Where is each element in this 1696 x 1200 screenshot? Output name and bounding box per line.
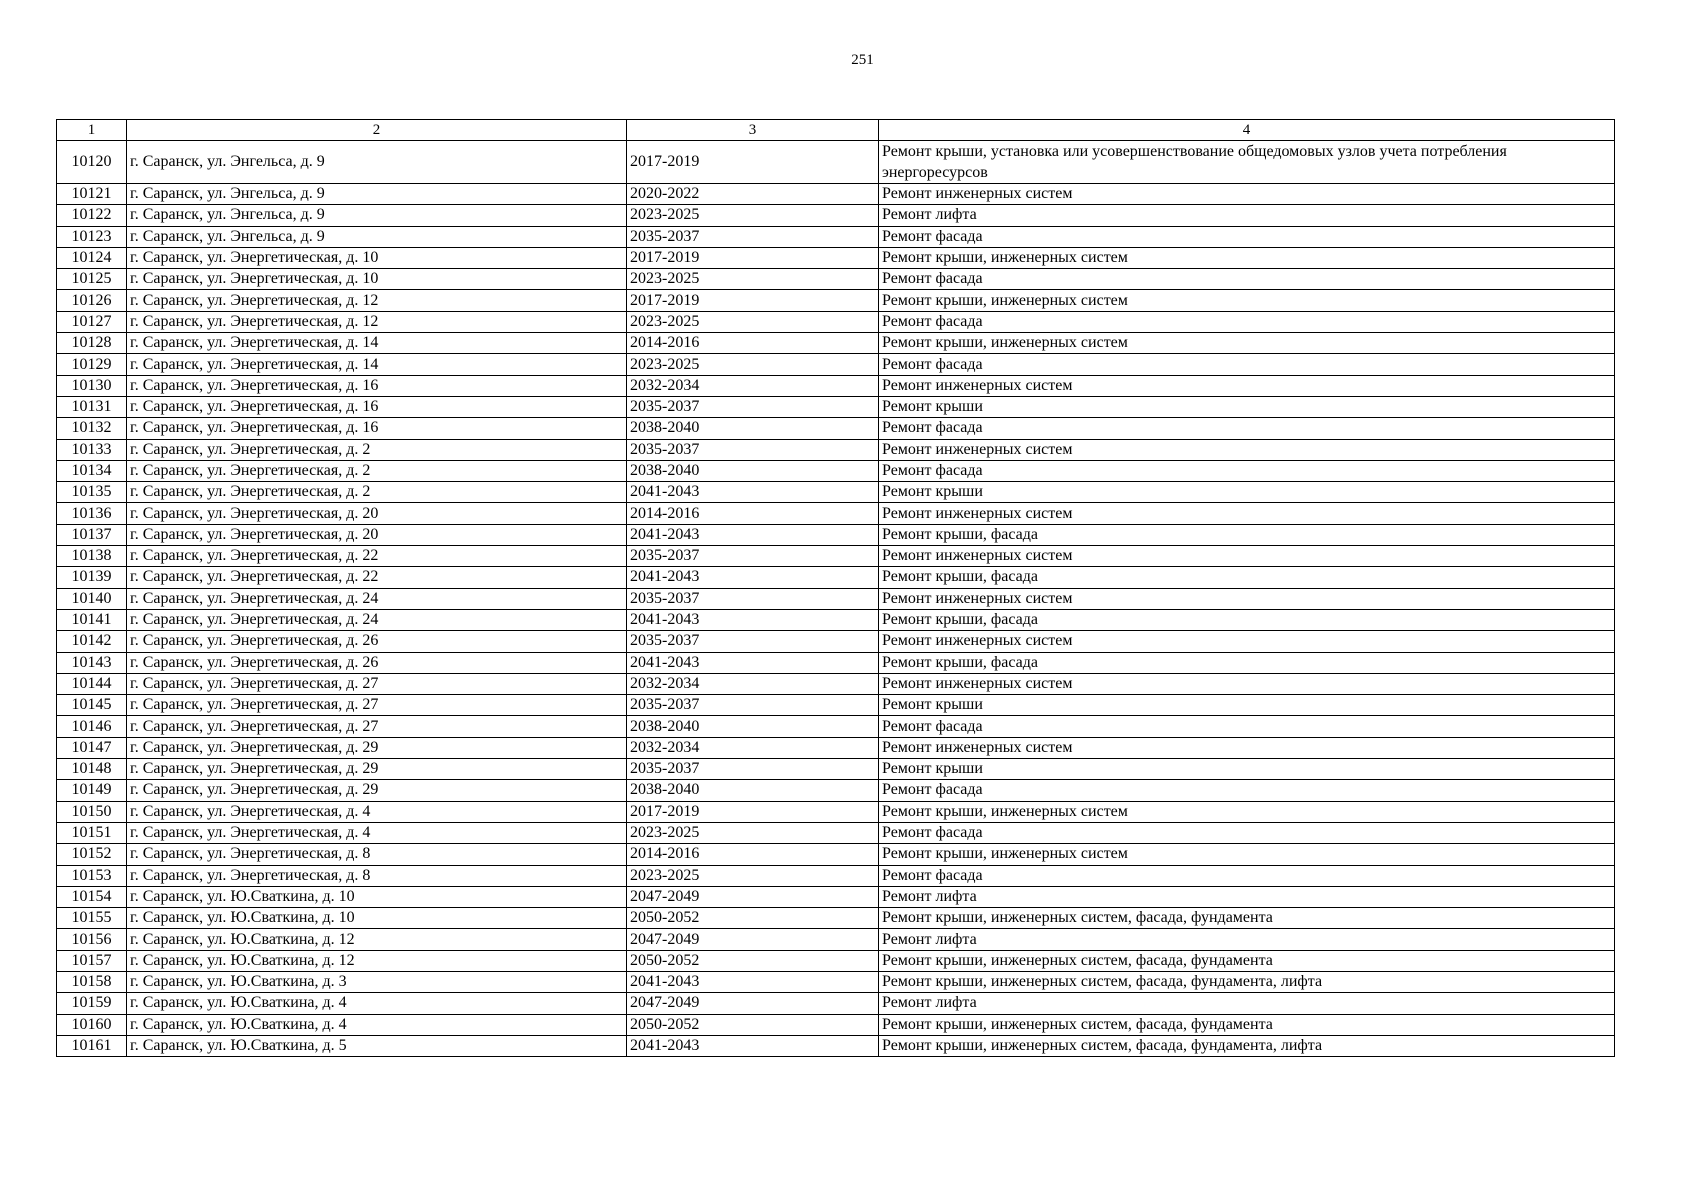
cell-work: Ремонт лифта bbox=[879, 205, 1615, 226]
cell-address: г. Саранск, ул. Энергетическая, д. 8 bbox=[127, 865, 627, 886]
cell-work: Ремонт лифта bbox=[879, 993, 1615, 1014]
cell-work: Ремонт фасада bbox=[879, 418, 1615, 439]
cell-number: 10144 bbox=[57, 673, 127, 694]
cell-period: 2035-2037 bbox=[627, 439, 879, 460]
cell-work: Ремонт фасада bbox=[879, 354, 1615, 375]
cell-work: Ремонт крыши, инженерных систем, фасада, фундамента bbox=[879, 1014, 1615, 1035]
cell-number: 10121 bbox=[57, 184, 127, 205]
cell-number: 10135 bbox=[57, 482, 127, 503]
cell-address: г. Саранск, ул. Ю.Сваткина, д. 12 bbox=[127, 929, 627, 950]
table-row bbox=[57, 269, 1615, 290]
cell-number: 10156 bbox=[57, 929, 127, 950]
cell-work: Ремонт фасада bbox=[879, 311, 1615, 332]
table-row bbox=[57, 759, 1615, 780]
cell-address: г. Саранск, ул. Энергетическая, д. 29 bbox=[127, 737, 627, 758]
cell-address: г. Саранск, ул. Энергетическая, д. 8 bbox=[127, 844, 627, 865]
cell-work: Ремонт фасада bbox=[879, 822, 1615, 843]
cell-address: г. Саранск, ул. Энергетическая, д. 12 bbox=[127, 290, 627, 311]
cell-work: Ремонт крыши, инженерных систем bbox=[879, 247, 1615, 268]
table-row bbox=[57, 333, 1615, 354]
cell-work: Ремонт крыши, фасада bbox=[879, 609, 1615, 630]
cell-number: 10131 bbox=[57, 396, 127, 417]
cell-period: 2050-2052 bbox=[627, 908, 879, 929]
cell-work: Ремонт крыши, инженерных систем, фасада, фундамента, лифта bbox=[879, 971, 1615, 992]
cell-period: 2023-2025 bbox=[627, 269, 879, 290]
table-row bbox=[57, 311, 1615, 332]
cell-period: 2017-2019 bbox=[627, 801, 879, 822]
cell-work: Ремонт инженерных систем bbox=[879, 546, 1615, 567]
cell-address: г. Саранск, ул. Энергетическая, д. 16 bbox=[127, 418, 627, 439]
cell-period: 2014-2016 bbox=[627, 503, 879, 524]
cell-work: Ремонт фасада bbox=[879, 460, 1615, 481]
table-row bbox=[57, 971, 1615, 992]
cell-period: 2035-2037 bbox=[627, 759, 879, 780]
table-row bbox=[57, 290, 1615, 311]
table-row bbox=[57, 354, 1615, 375]
cell-number: 10150 bbox=[57, 801, 127, 822]
cell-period: 2035-2037 bbox=[627, 226, 879, 247]
table-row bbox=[57, 375, 1615, 396]
cell-work: Ремонт крыши, инженерных систем bbox=[879, 844, 1615, 865]
table-row bbox=[57, 546, 1615, 567]
cell-work: Ремонт крыши, инженерных систем bbox=[879, 333, 1615, 354]
cell-period: 2038-2040 bbox=[627, 418, 879, 439]
cell-period: 2035-2037 bbox=[627, 546, 879, 567]
cell-period: 2047-2049 bbox=[627, 886, 879, 907]
repair-schedule-table bbox=[56, 119, 1615, 1057]
cell-address: г. Саранск, ул. Ю.Сваткина, д. 10 bbox=[127, 886, 627, 907]
cell-number: 10124 bbox=[57, 247, 127, 268]
cell-work: Ремонт крыши, инженерных систем, фасада, фундамента bbox=[879, 908, 1615, 929]
cell-address: г. Саранск, ул. Энергетическая, д. 22 bbox=[127, 567, 627, 588]
cell-work: Ремонт лифта bbox=[879, 886, 1615, 907]
cell-period: 2041-2043 bbox=[627, 652, 879, 673]
cell-address: г. Саранск, ул. Ю.Сваткина, д. 4 bbox=[127, 993, 627, 1014]
cell-number: 10123 bbox=[57, 226, 127, 247]
table-row bbox=[57, 695, 1615, 716]
cell-number: 10130 bbox=[57, 375, 127, 396]
cell-address: г. Саранск, ул. Энергетическая, д. 29 bbox=[127, 759, 627, 780]
table-row bbox=[57, 524, 1615, 545]
cell-number: 10153 bbox=[57, 865, 127, 886]
cell-number: 10129 bbox=[57, 354, 127, 375]
cell-work: Ремонт крыши, инженерных систем bbox=[879, 801, 1615, 822]
cell-number: 10146 bbox=[57, 716, 127, 737]
cell-address: г. Саранск, ул. Ю.Сваткина, д. 3 bbox=[127, 971, 627, 992]
cell-number: 10142 bbox=[57, 631, 127, 652]
cell-period: 2023-2025 bbox=[627, 311, 879, 332]
table-row bbox=[57, 588, 1615, 609]
cell-number: 10149 bbox=[57, 780, 127, 801]
cell-number: 10143 bbox=[57, 652, 127, 673]
cell-work: Ремонт фасада bbox=[879, 780, 1615, 801]
cell-work: Ремонт инженерных систем bbox=[879, 184, 1615, 205]
cell-work: Ремонт крыши bbox=[879, 482, 1615, 503]
cell-period: 2020-2022 bbox=[627, 184, 879, 205]
cell-number: 10151 bbox=[57, 822, 127, 843]
cell-number: 10140 bbox=[57, 588, 127, 609]
table-row bbox=[57, 396, 1615, 417]
cell-work: Ремонт фасада bbox=[879, 226, 1615, 247]
cell-period: 2050-2052 bbox=[627, 1014, 879, 1035]
cell-period: 2032-2034 bbox=[627, 737, 879, 758]
cell-address: г. Саранск, ул. Энгельса, д. 9 bbox=[127, 205, 627, 226]
cell-address: г. Саранск, ул. Энергетическая, д. 24 bbox=[127, 609, 627, 630]
cell-period: 2038-2040 bbox=[627, 780, 879, 801]
cell-period: 2035-2037 bbox=[627, 588, 879, 609]
cell-period: 2017-2019 bbox=[627, 290, 879, 311]
table-body bbox=[57, 141, 1615, 1057]
table-row bbox=[57, 844, 1615, 865]
cell-number: 10157 bbox=[57, 950, 127, 971]
column-header-4: 4 bbox=[879, 120, 1615, 141]
table-row bbox=[57, 652, 1615, 673]
cell-work: Ремонт крыши bbox=[879, 695, 1615, 716]
cell-period: 2017-2019 bbox=[627, 247, 879, 268]
table-row bbox=[57, 631, 1615, 652]
table-row bbox=[57, 716, 1615, 737]
header-row bbox=[57, 120, 1615, 141]
cell-work: Ремонт фасада bbox=[879, 716, 1615, 737]
cell-period: 2038-2040 bbox=[627, 716, 879, 737]
cell-period: 2041-2043 bbox=[627, 524, 879, 545]
table-row bbox=[57, 609, 1615, 630]
cell-number: 10136 bbox=[57, 503, 127, 524]
cell-address: г. Саранск, ул. Энергетическая, д. 2 bbox=[127, 460, 627, 481]
cell-address: г. Саранск, ул. Энгельса, д. 9 bbox=[127, 226, 627, 247]
cell-period: 2023-2025 bbox=[627, 205, 879, 226]
cell-number: 10133 bbox=[57, 439, 127, 460]
cell-period: 2014-2016 bbox=[627, 333, 879, 354]
cell-work: Ремонт крыши, установка или усовершенствование общедомовых узлов учета потребления энергоресурсов bbox=[879, 141, 1615, 184]
cell-work: Ремонт инженерных систем bbox=[879, 375, 1615, 396]
table-row bbox=[57, 460, 1615, 481]
cell-number: 10160 bbox=[57, 1014, 127, 1035]
cell-work: Ремонт инженерных систем bbox=[879, 673, 1615, 694]
cell-work: Ремонт инженерных систем bbox=[879, 631, 1615, 652]
cell-address: г. Саранск, ул. Энергетическая, д. 2 bbox=[127, 439, 627, 460]
cell-address: г. Саранск, ул. Энергетическая, д. 26 bbox=[127, 652, 627, 673]
cell-address: г. Саранск, ул. Энергетическая, д. 16 bbox=[127, 396, 627, 417]
cell-period: 2032-2034 bbox=[627, 375, 879, 396]
cell-work: Ремонт лифта bbox=[879, 929, 1615, 950]
cell-period: 2023-2025 bbox=[627, 865, 879, 886]
cell-period: 2041-2043 bbox=[627, 567, 879, 588]
cell-address: г. Саранск, ул. Энергетическая, д. 29 bbox=[127, 780, 627, 801]
column-header-1: 1 bbox=[57, 120, 127, 141]
cell-number: 10132 bbox=[57, 418, 127, 439]
cell-address: г. Саранск, ул. Ю.Сваткина, д. 12 bbox=[127, 950, 627, 971]
cell-period: 2035-2037 bbox=[627, 695, 879, 716]
cell-address: г. Саранск, ул. Энергетическая, д. 26 bbox=[127, 631, 627, 652]
table-header bbox=[57, 120, 1615, 141]
table-row bbox=[57, 908, 1615, 929]
cell-period: 2047-2049 bbox=[627, 929, 879, 950]
cell-period: 2047-2049 bbox=[627, 993, 879, 1014]
cell-number: 10145 bbox=[57, 695, 127, 716]
page-number: 251 bbox=[851, 52, 874, 68]
cell-number: 10127 bbox=[57, 311, 127, 332]
table-row bbox=[57, 226, 1615, 247]
cell-period: 2041-2043 bbox=[627, 1035, 879, 1056]
cell-period: 2032-2034 bbox=[627, 673, 879, 694]
table-row bbox=[57, 184, 1615, 205]
table-row bbox=[57, 737, 1615, 758]
cell-number: 10134 bbox=[57, 460, 127, 481]
cell-address: г. Саранск, ул. Энергетическая, д. 22 bbox=[127, 546, 627, 567]
cell-number: 10137 bbox=[57, 524, 127, 545]
table-row bbox=[57, 141, 1615, 184]
table-row bbox=[57, 482, 1615, 503]
table-row bbox=[57, 503, 1615, 524]
table-row bbox=[57, 205, 1615, 226]
cell-period: 2035-2037 bbox=[627, 396, 879, 417]
cell-address: г. Саранск, ул. Энергетическая, д. 14 bbox=[127, 354, 627, 375]
cell-address: г. Саранск, ул. Энгельса, д. 9 bbox=[127, 141, 627, 184]
cell-work: Ремонт крыши, фасада bbox=[879, 524, 1615, 545]
table-row bbox=[57, 247, 1615, 268]
cell-address: г. Саранск, ул. Энергетическая, д. 20 bbox=[127, 503, 627, 524]
cell-address: г. Саранск, ул. Энергетическая, д. 20 bbox=[127, 524, 627, 545]
cell-address: г. Саранск, ул. Энергетическая, д. 12 bbox=[127, 311, 627, 332]
table-row bbox=[57, 780, 1615, 801]
cell-number: 10128 bbox=[57, 333, 127, 354]
cell-period: 2017-2019 bbox=[627, 141, 879, 184]
table-row bbox=[57, 1035, 1615, 1056]
cell-period: 2050-2052 bbox=[627, 950, 879, 971]
cell-number: 10159 bbox=[57, 993, 127, 1014]
table-row bbox=[57, 929, 1615, 950]
cell-period: 2041-2043 bbox=[627, 482, 879, 503]
column-header-2: 2 bbox=[127, 120, 627, 141]
cell-address: г. Саранск, ул. Энергетическая, д. 27 bbox=[127, 695, 627, 716]
table-row bbox=[57, 439, 1615, 460]
cell-number: 10139 bbox=[57, 567, 127, 588]
cell-work: Ремонт крыши, инженерных систем, фасада, фундамента, лифта bbox=[879, 1035, 1615, 1056]
table-row bbox=[57, 886, 1615, 907]
cell-number: 10148 bbox=[57, 759, 127, 780]
table-row bbox=[57, 822, 1615, 843]
column-header-3: 3 bbox=[627, 120, 879, 141]
cell-address: г. Саранск, ул. Ю.Сваткина, д. 5 bbox=[127, 1035, 627, 1056]
cell-work: Ремонт инженерных систем bbox=[879, 503, 1615, 524]
table-row bbox=[57, 673, 1615, 694]
cell-work: Ремонт крыши bbox=[879, 759, 1615, 780]
cell-period: 2023-2025 bbox=[627, 822, 879, 843]
cell-address: г. Саранск, ул. Энергетическая, д. 4 bbox=[127, 822, 627, 843]
cell-number: 10120 bbox=[57, 141, 127, 184]
cell-work: Ремонт фасада bbox=[879, 865, 1615, 886]
cell-period: 2014-2016 bbox=[627, 844, 879, 865]
cell-address: г. Саранск, ул. Ю.Сваткина, д. 4 bbox=[127, 1014, 627, 1035]
table-row bbox=[57, 567, 1615, 588]
cell-number: 10125 bbox=[57, 269, 127, 290]
table-row bbox=[57, 1014, 1615, 1035]
table-row bbox=[57, 801, 1615, 822]
cell-address: г. Саранск, ул. Энгельса, д. 9 bbox=[127, 184, 627, 205]
cell-period: 2041-2043 bbox=[627, 609, 879, 630]
cell-address: г. Саранск, ул. Ю.Сваткина, д. 10 bbox=[127, 908, 627, 929]
cell-work: Ремонт крыши, фасада bbox=[879, 652, 1615, 673]
cell-address: г. Саранск, ул. Энергетическая, д. 27 bbox=[127, 673, 627, 694]
cell-number: 10158 bbox=[57, 971, 127, 992]
cell-work: Ремонт фасада bbox=[879, 269, 1615, 290]
cell-number: 10147 bbox=[57, 737, 127, 758]
table-row bbox=[57, 993, 1615, 1014]
table-row bbox=[57, 865, 1615, 886]
cell-number: 10126 bbox=[57, 290, 127, 311]
cell-address: г. Саранск, ул. Энергетическая, д. 10 bbox=[127, 269, 627, 290]
cell-work: Ремонт крыши bbox=[879, 396, 1615, 417]
cell-work: Ремонт крыши, фасада bbox=[879, 567, 1615, 588]
cell-number: 10161 bbox=[57, 1035, 127, 1056]
cell-address: г. Саранск, ул. Энергетическая, д. 27 bbox=[127, 716, 627, 737]
cell-number: 10122 bbox=[57, 205, 127, 226]
cell-address: г. Саранск, ул. Энергетическая, д. 4 bbox=[127, 801, 627, 822]
cell-period: 2041-2043 bbox=[627, 971, 879, 992]
table-row bbox=[57, 418, 1615, 439]
cell-work: Ремонт крыши, инженерных систем, фасада, фундамента bbox=[879, 950, 1615, 971]
cell-work: Ремонт инженерных систем bbox=[879, 439, 1615, 460]
table-row bbox=[57, 950, 1615, 971]
cell-address: г. Саранск, ул. Энергетическая, д. 2 bbox=[127, 482, 627, 503]
cell-number: 10154 bbox=[57, 886, 127, 907]
cell-period: 2038-2040 bbox=[627, 460, 879, 481]
cell-address: г. Саранск, ул. Энергетическая, д. 24 bbox=[127, 588, 627, 609]
cell-period: 2023-2025 bbox=[627, 354, 879, 375]
cell-number: 10141 bbox=[57, 609, 127, 630]
cell-work: Ремонт инженерных систем bbox=[879, 737, 1615, 758]
cell-number: 10138 bbox=[57, 546, 127, 567]
cell-address: г. Саранск, ул. Энергетическая, д. 16 bbox=[127, 375, 627, 396]
cell-number: 10152 bbox=[57, 844, 127, 865]
cell-work: Ремонт инженерных систем bbox=[879, 588, 1615, 609]
cell-number: 10155 bbox=[57, 908, 127, 929]
cell-work: Ремонт крыши, инженерных систем bbox=[879, 290, 1615, 311]
cell-address: г. Саранск, ул. Энергетическая, д. 14 bbox=[127, 333, 627, 354]
cell-address: г. Саранск, ул. Энергетическая, д. 10 bbox=[127, 247, 627, 268]
cell-period: 2035-2037 bbox=[627, 631, 879, 652]
